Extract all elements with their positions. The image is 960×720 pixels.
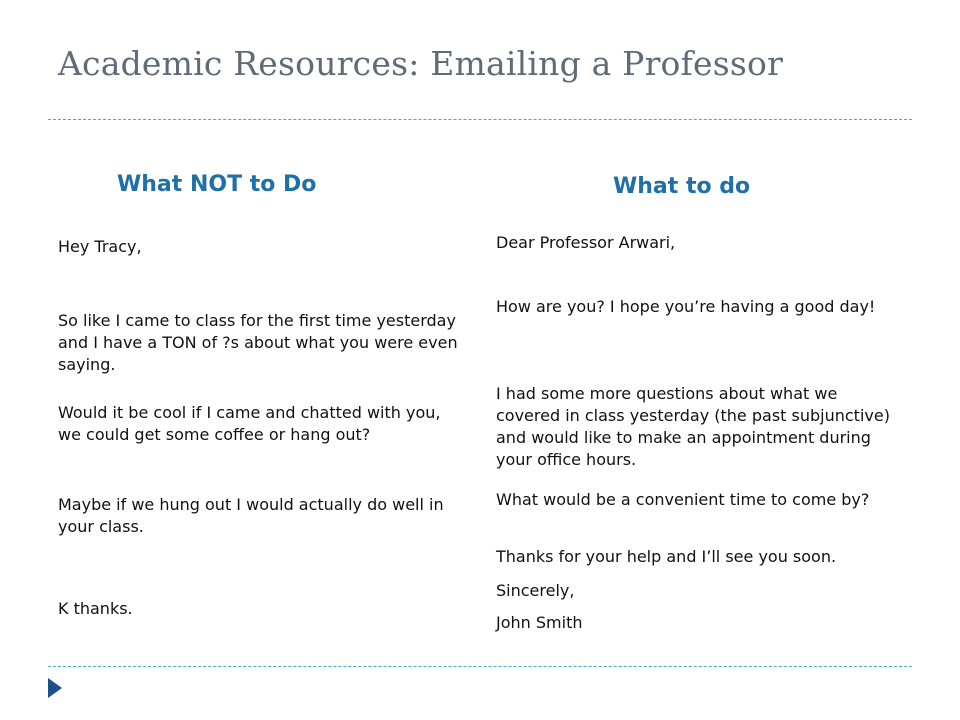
bad-email-signoff: K thanks.: [58, 599, 133, 618]
top-divider: [48, 119, 912, 120]
good-email-paragraph: What would be a convenient time to come by?: [496, 490, 870, 509]
good-email-closing: Sincerely,: [496, 581, 575, 600]
good-email-paragraph: How are you? I hope you’re having a good day!: [496, 297, 876, 316]
bad-email-paragraph: So like I came to class for the first time yesterday and I have a TON of ?s about what you were even saying.: [58, 311, 458, 374]
bad-email-paragraph: Would it be cool if I came and chatted with you, we could get some coffee or hang out?: [58, 403, 441, 444]
bottom-divider: [48, 666, 912, 667]
bad-email-paragraph: Maybe if we hung out I would actually do well in your class.: [58, 495, 444, 536]
good-email-greeting: Dear Professor Arwari,: [496, 233, 676, 252]
good-email-paragraph: I had some more questions about what we covered in class yesterday (the past subjunctive) and would like to make an appointment during your office hours.: [496, 384, 890, 469]
bad-email-greeting: Hey Tracy,: [58, 237, 142, 256]
slide-title: Academic Resources: Emailing a Professor: [58, 44, 784, 83]
right-column-heading: What to do: [613, 174, 751, 199]
good-email-paragraph: Thanks for your help and I’ll see you soon.: [496, 547, 837, 566]
good-email-signature: John Smith: [496, 613, 583, 632]
triangle-right-icon: [46, 676, 64, 700]
left-column-heading: What NOT to Do: [117, 172, 317, 197]
